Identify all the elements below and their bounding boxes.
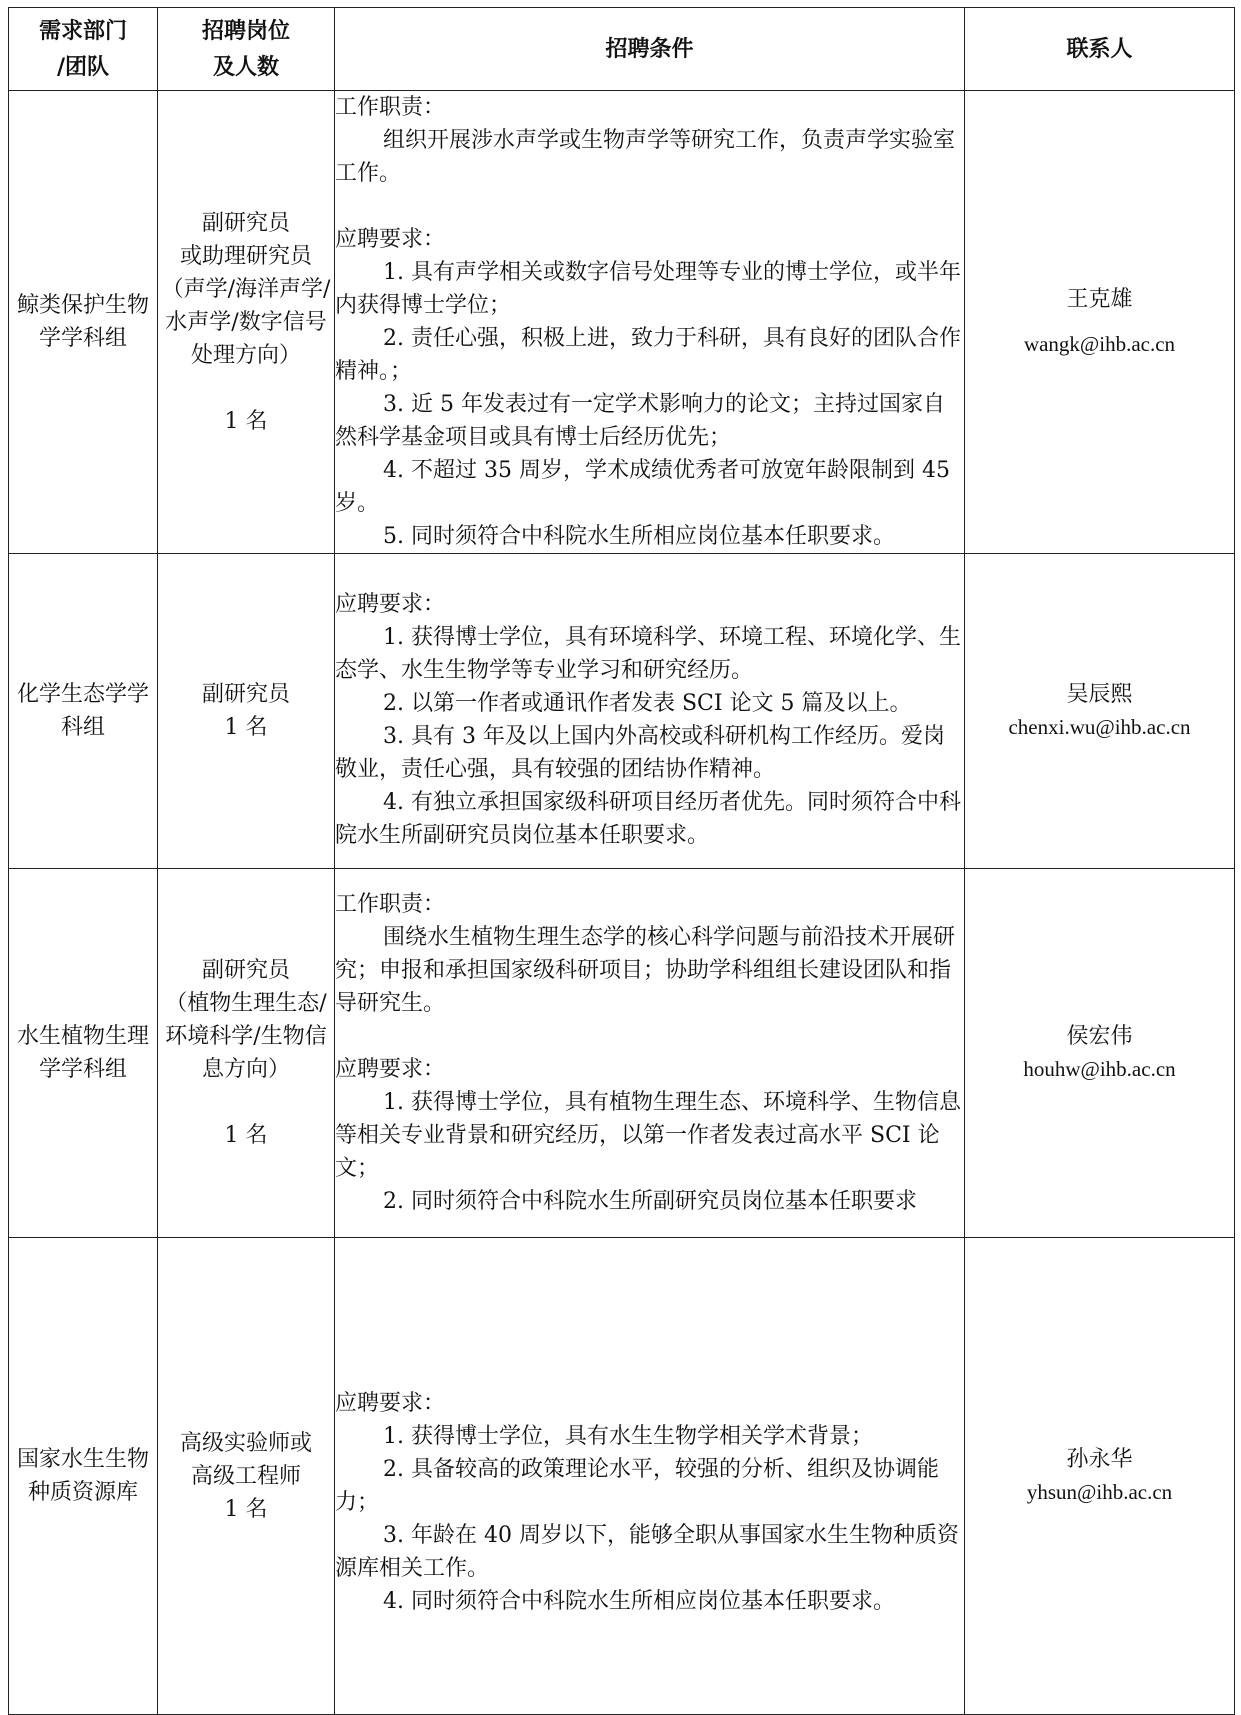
duty-item: 组织开展涉水声学或生物声学等研究工作，负责声学实验室工作。 (335, 128, 956, 186)
requirements-title: 应聘要求： (335, 1390, 446, 1416)
requirement-item: 4. 有独立承担国家级科研项目经历者优先。同时须符合中科院水生所副研究员岗位基本任职要求。 (335, 790, 961, 848)
requirement-item: 3. 具有 3 年及以上国内外高校或科研机构工作经历。爱岗敬业，责任心强，具有较强的团结协作精神。 (335, 724, 945, 782)
conditions-cell (335, 869, 965, 1238)
duty-item: 围绕水生植物生理生态学的核心科学问题与前沿技术开展研究；申报和承担国家级科研项目；协助学科组组长建设团队和指导研究生。 (335, 925, 956, 1016)
conditions-cell (335, 1238, 965, 1715)
requirement-item: 3. 年龄在 40 周岁以下，能够全职从事国家水生生物种质资源库相关工作。 (335, 1522, 959, 1581)
requirement-item: 5. 同时须符合中科院水生所相应岗位基本任职要求。 (383, 524, 895, 549)
header-row (9, 8, 1235, 91)
header-dept: 需求部门 /团队 (9, 8, 158, 91)
requirements-title: 应聘要求： (335, 592, 446, 617)
requirement-item: 2. 同时须符合中科院水生所副研究员岗位基本任职要求 (383, 1189, 917, 1214)
requirement-item: 4. 不超过 35 周岁，学术成绩优秀者可放宽年龄限制到 45 岁。 (335, 458, 950, 516)
conditions-cell (335, 91, 965, 554)
requirements-title: 应聘要求： (335, 227, 446, 252)
conditions-cell (335, 554, 965, 869)
table-row (9, 91, 1235, 554)
contact-cell (965, 91, 1235, 554)
position-cell: 高级实验师或 高级工程师 1 名 (158, 1238, 335, 1715)
table-row (9, 869, 1235, 1238)
position-cell: 副研究员 （植物生理生态/ 环境科学/生物信 息方向） 1 名 (158, 869, 335, 1238)
contact-email: yhsun@ihb.ac.cn (1026, 1480, 1173, 1504)
requirement-item: 1. 获得博士学位，具有环境科学、环境工程、环境化学、生态学、水生生物学等专业学习和研究经历。 (335, 625, 961, 683)
contact-cell (965, 554, 1235, 869)
duty-title: 工作职责： (335, 892, 446, 917)
position-cell: 副研究员 或助理研究员 （声学/海洋声学/ 水声学/数字信号 处理方向） 1 名 (158, 91, 335, 554)
dept-cell: 水生植物生理 学学科组 (9, 869, 158, 1238)
requirement-item: 2. 责任心强，积极上进，致力于科研，具有良好的团队合作精神。； (335, 326, 961, 384)
header-contact: 联系人 (965, 8, 1235, 91)
duty-title: 工作职责： (335, 95, 446, 120)
requirement-item: 4. 同时须符合中科院水生所相应岗位基本任职要求。 (383, 1588, 895, 1614)
table-row (9, 1238, 1235, 1715)
contact-name: 孙永华 (1066, 1447, 1133, 1472)
requirements-title: 应聘要求： (335, 1057, 446, 1082)
header-position: 招聘岗位 及人数 (158, 8, 335, 91)
requirement-item: 3. 近 5 年发表过有一定学术影响力的论文；主持过国家自然科学基金项目或具有博士后经历优先； (335, 392, 945, 450)
contact-name: 王克雄 (1066, 287, 1133, 312)
requirement-item: 2. 以第一作者或通讯作者发表 SCI 论文 5 篇及以上。 (383, 691, 912, 716)
dept-cell: 化学生态学学 科组 (9, 554, 158, 869)
dept-cell: 国家水生生物 种质资源库 (9, 1238, 158, 1715)
header-conditions: 招聘条件 (335, 8, 965, 91)
position-cell: 副研究员 1 名 (158, 554, 335, 869)
contact-cell (965, 1238, 1235, 1715)
table-row (9, 554, 1235, 869)
recruitment-table (8, 7, 1235, 1715)
requirement-item: 1. 获得博士学位，具有植物生理生态、环境科学、生物信息等相关专业背景和研究经历，以第一作者发表过高水平 SCI 论文； (335, 1090, 961, 1181)
dept-cell: 鲸类保护生物 学学科组 (9, 91, 158, 554)
requirement-item: 1. 具有声学相关或数字信号处理等专业的博士学位，或半年内获得博士学位； (335, 260, 961, 318)
contact-cell (965, 869, 1235, 1238)
requirement-item: 2. 具备较高的政策理论水平，较强的分析、组织及协调能力； (335, 1456, 939, 1515)
contact-email: chenxi.wu@ihb.ac.cn (1008, 715, 1191, 739)
requirement-item: 1. 获得博士学位，具有水生生物学相关学术背景； (383, 1423, 873, 1449)
contact-email: houhw@ihb.ac.cn (1023, 1057, 1176, 1081)
contact-name: 侯宏伟 (1066, 1024, 1133, 1049)
contact-email: wangk@ihb.ac.cn (1023, 332, 1176, 356)
contact-name: 吴辰熙 (1066, 682, 1133, 707)
